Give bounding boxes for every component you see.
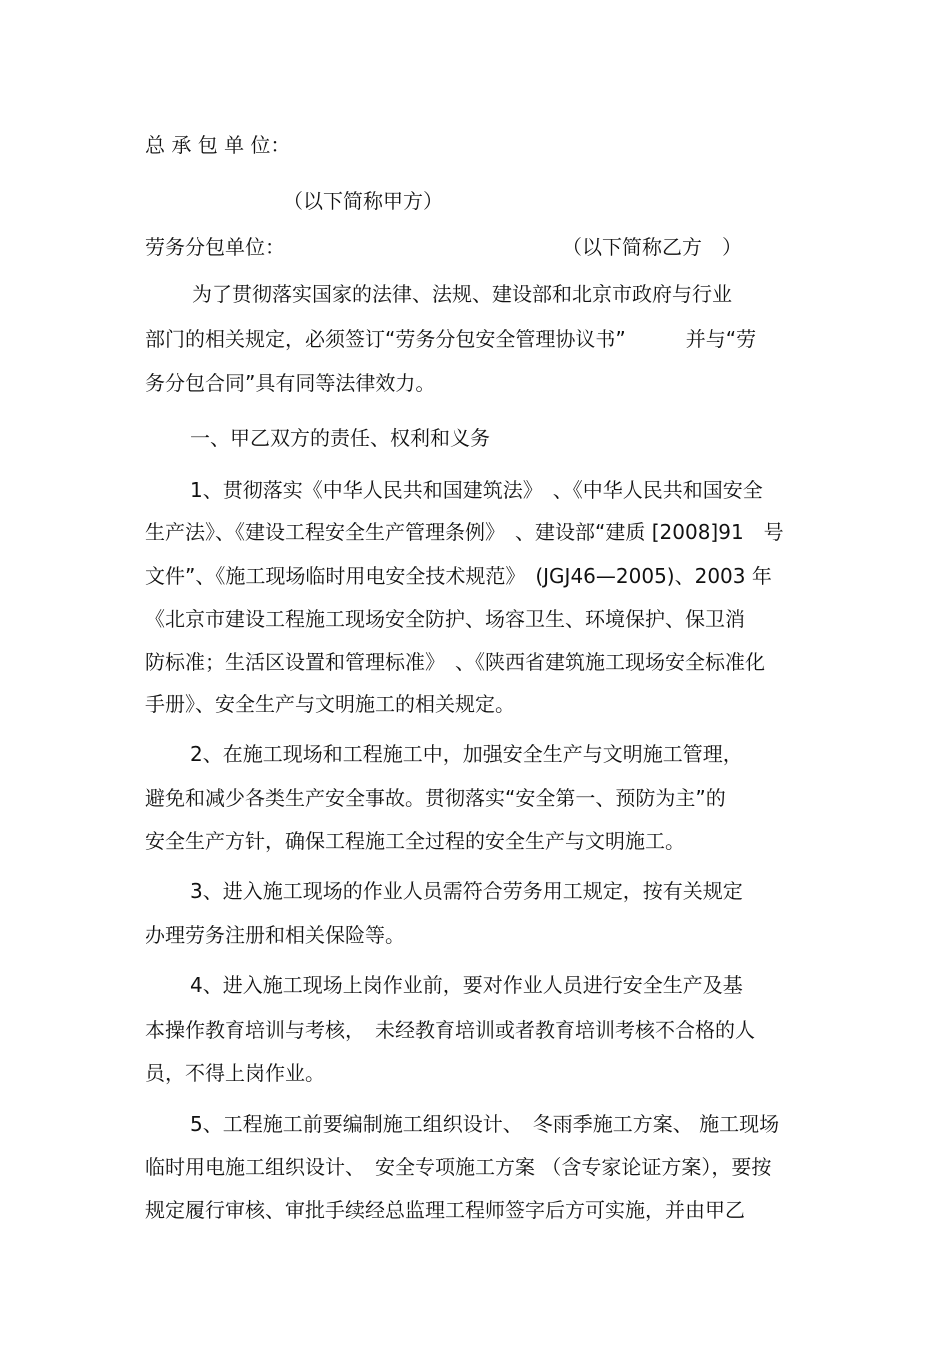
item-1-line: 1、贯彻落实《中华人民共和国建筑法》 、《中华人民共和国安全 — [190, 478, 763, 502]
section-heading: 一、甲乙双方的责任、权利和义务 — [190, 426, 490, 450]
item-1-line: 手册》、安全生产与文明施工的相关规定。 — [145, 692, 515, 716]
item-4-line: 员，不得上岗作业。 — [145, 1061, 325, 1085]
party-a-note: （以下简称甲方） — [283, 189, 443, 213]
item-1-line: 生产法》、《建设工程安全生产管理条例》 、建设部“建质 [2008]91 号 — [145, 520, 784, 544]
general-contractor-label: 总 承 包 单 位： — [145, 133, 291, 157]
item-2-line: 2、在施工现场和工程施工中，加强安全生产与文明施工管理， — [190, 742, 743, 766]
intro-line: 部门的相关规定，必须签订“劳务分包安全管理协议书” 并与“劳 — [145, 327, 757, 351]
item-3-line: 3、进入施工现场的作业人员需符合劳务用工规定，按有关规定 — [190, 879, 743, 903]
item-4-line: 4、进入施工现场上岗作业前，要对作业人员进行安全生产及基 — [190, 973, 743, 997]
party-b-note: （以下简称乙方 ） — [562, 235, 742, 259]
item-2-line: 安全生产方针，确保工程施工全过程的安全生产与文明施工。 — [145, 829, 685, 853]
item-5-line: 临时用电施工组织设计、 安全专项施工方案 （含专家论证方案），要按 — [145, 1155, 772, 1179]
item-3-line: 办理劳务注册和相关保险等。 — [145, 923, 405, 947]
item-1-line: 《北京市建设工程施工现场安全防护、场容卫生、环境保护、保卫消 — [145, 607, 745, 631]
item-5-line: 规定履行审核、审批手续经总监理工程师签字后方可实施，并由甲乙 — [145, 1198, 745, 1222]
intro-line: 务分包合同”具有同等法律效力。 — [145, 371, 436, 395]
intro-line: 为了贯彻落实国家的法律、法规、建设部和北京市政府与行业 — [192, 282, 732, 306]
labor-subcontractor-label: 劳务分包单位： — [145, 235, 285, 259]
item-5-line: 5、工程施工前要编制施工组织设计、 冬雨季施工方案、 施工现场 — [190, 1112, 780, 1136]
item-1-line: 文件”、《施工现场临时用电安全技术规范》 (JGJ46—2005)、2003 年 — [145, 564, 772, 588]
item-4-line: 本操作教育培训与考核， 未经教育培训或者教育培训考核不合格的人 — [145, 1018, 755, 1042]
item-2-line: 避免和减少各类生产安全事故。贯彻落实“安全第一、预防为主”的 — [145, 786, 726, 810]
item-1-line: 防标准；生活区设置和管理标准》 、《陕西省建筑施工现场安全标准化 — [145, 650, 765, 674]
